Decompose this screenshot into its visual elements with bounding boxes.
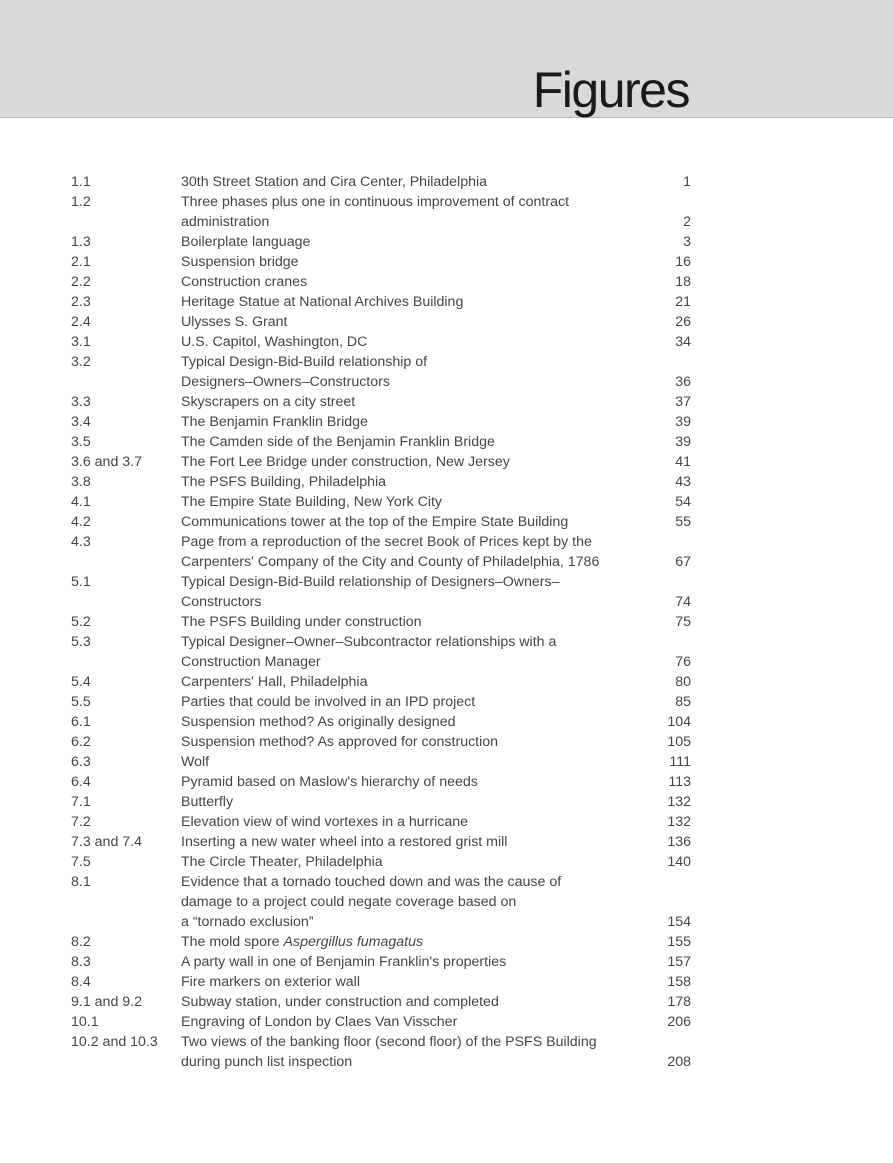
header-band — [0, 0, 893, 118]
figure-caption — [181, 252, 631, 272]
figure-row — [71, 192, 691, 232]
figure-caption — [181, 312, 631, 332]
figure-caption — [181, 192, 631, 232]
figure-number: 4.1 — [71, 494, 91, 510]
figure-page-number: 157 — [667, 954, 691, 970]
figure-row — [71, 992, 691, 1012]
figure-caption — [181, 472, 631, 492]
figure-number: 8.1 — [71, 874, 91, 890]
figure-caption — [181, 292, 631, 312]
figure-number: 10.1 — [71, 1014, 99, 1030]
figure-page-number: 111 — [669, 754, 691, 770]
figure-number: 3.6 and 3.7 — [71, 454, 142, 470]
figure-caption-text: Wolf — [181, 754, 210, 770]
figure-page-number: 54 — [675, 494, 691, 510]
figure-number: 5.2 — [71, 614, 91, 630]
figure-caption-text: Three phases plus one in continuous improvement of contract administration — [181, 194, 570, 230]
figure-page-number: 132 — [667, 794, 691, 810]
figure-row — [71, 432, 691, 452]
figure-page-number: 155 — [667, 934, 691, 950]
figure-caption — [181, 492, 631, 512]
figure-number: 3.5 — [71, 434, 91, 450]
figure-caption — [181, 452, 631, 472]
figure-page-number: 154 — [667, 914, 691, 930]
figure-page-number: 41 — [675, 454, 691, 470]
figure-caption — [181, 1032, 631, 1072]
figure-caption-text: Fire markers on exterior wall — [181, 974, 360, 990]
figure-caption — [181, 952, 631, 972]
figure-caption-italic: Aspergillus fumagatus — [283, 934, 424, 950]
figure-list — [71, 172, 691, 1072]
figure-page-number: 16 — [675, 254, 691, 270]
figure-page-number: 178 — [667, 994, 691, 1010]
figure-row — [71, 772, 691, 792]
figure-number: 1.1 — [71, 174, 91, 190]
figure-number: 3.2 — [71, 354, 91, 370]
figure-page-number: 67 — [675, 554, 691, 570]
figure-caption — [181, 872, 631, 932]
figure-row — [71, 572, 691, 612]
figure-number: 2.4 — [71, 314, 91, 330]
figure-row — [71, 672, 691, 692]
figure-caption — [181, 792, 631, 812]
figure-number: 6.1 — [71, 714, 91, 730]
figure-caption-text: Suspension bridge — [181, 254, 299, 270]
figure-page-number: 34 — [675, 334, 691, 350]
figure-caption — [181, 572, 631, 612]
figure-row — [71, 872, 691, 932]
figure-number: 4.3 — [71, 534, 91, 550]
figure-caption-text: Inserting a new water wheel into a restored grist mill — [181, 834, 508, 850]
figure-page-number: 140 — [667, 854, 691, 870]
figure-row — [71, 272, 691, 292]
figure-caption-text: Butterfly — [181, 794, 234, 810]
figure-number: 6.3 — [71, 754, 91, 770]
figure-caption — [181, 672, 631, 692]
figure-caption — [181, 992, 631, 1012]
figure-number: 6.2 — [71, 734, 91, 750]
figure-caption-text: Skyscrapers on a city street — [181, 394, 356, 410]
figure-caption-text: Pyramid based on Maslow's hierarchy of needs — [181, 774, 478, 790]
figure-page-number: 21 — [675, 294, 691, 310]
figure-row — [71, 312, 691, 332]
figure-row — [71, 452, 691, 472]
figure-number: 3.4 — [71, 414, 91, 430]
figure-caption-text: The PSFS Building under construction — [181, 614, 422, 630]
figure-row — [71, 172, 691, 192]
figure-row — [71, 832, 691, 852]
figure-page-number: 3 — [683, 234, 691, 250]
figure-caption — [181, 332, 631, 352]
figure-caption — [181, 392, 631, 412]
figure-number: 3.8 — [71, 474, 91, 490]
page-title: Figures — [532, 62, 689, 118]
figure-caption-text: The Camden side of the Benjamin Franklin Bridge — [181, 434, 495, 450]
figure-number: 1.2 — [71, 194, 91, 210]
figure-row — [71, 852, 691, 872]
figure-page-number: 39 — [675, 434, 691, 450]
figure-row — [71, 792, 691, 812]
figure-number: 8.2 — [71, 934, 91, 950]
figure-number: 10.2 and 10.3 — [71, 1034, 158, 1050]
figure-caption — [181, 232, 631, 252]
figure-caption-text: Elevation view of wind vortexes in a hurricane — [181, 814, 469, 830]
figure-caption-text: Two views of the banking floor (second floor) of the PSFS Building during punch list inspection — [181, 1034, 597, 1070]
figure-row — [71, 692, 691, 712]
figure-number: 2.2 — [71, 274, 91, 290]
figure-row — [71, 972, 691, 992]
figure-row — [71, 392, 691, 412]
figure-caption — [181, 632, 631, 672]
figure-row — [71, 232, 691, 252]
figure-row — [71, 412, 691, 432]
figure-number: 5.4 — [71, 674, 91, 690]
figure-page-number: 158 — [667, 974, 691, 990]
figure-caption-text: Evidence that a tornado touched down and was the cause of damage to a project could negate coverage based on a “tornado exclusion” — [181, 874, 562, 930]
figure-page-number: 208 — [667, 1054, 691, 1070]
figure-caption-text: 30th Street Station and Cira Center, Philadelphia — [181, 174, 488, 190]
figure-page-number: 43 — [675, 474, 691, 490]
figure-page-number: 136 — [667, 834, 691, 850]
figure-caption — [181, 712, 631, 732]
figure-caption-text: Typical Design-Bid-Build relationship of Designers–Owners–Constructors — [181, 354, 428, 390]
figure-caption — [181, 752, 631, 772]
figure-caption-text: The mold spore — [181, 934, 284, 950]
figure-row — [71, 512, 691, 532]
figure-caption-text: The Fort Lee Bridge under construction, New Jersey — [181, 454, 510, 470]
figure-caption-text: Ulysses S. Grant — [181, 314, 288, 330]
figure-caption-text: Engraving of London by Claes Van Visscher — [181, 1014, 458, 1030]
figure-page-number: 132 — [667, 814, 691, 830]
figure-row — [71, 732, 691, 752]
figure-caption-text: U.S. Capitol, Washington, DC — [181, 334, 368, 350]
figure-caption — [181, 812, 631, 832]
figure-caption-text: Suspension method? As approved for construction — [181, 734, 499, 750]
figure-row — [71, 332, 691, 352]
figure-page-number: 85 — [675, 694, 691, 710]
figure-caption-text: The Empire State Building, New York City — [181, 494, 443, 510]
figure-page-number: 105 — [667, 734, 691, 750]
figure-page-number: 37 — [675, 394, 691, 410]
figure-page-number: 26 — [675, 314, 691, 330]
figure-number: 1.3 — [71, 234, 91, 250]
figure-caption — [181, 612, 631, 632]
figure-page-number: 18 — [675, 274, 691, 290]
figure-caption-text: The PSFS Building, Philadelphia — [181, 474, 387, 490]
figure-caption — [181, 732, 631, 752]
figure-row — [71, 492, 691, 512]
figure-row — [71, 632, 691, 672]
figure-caption-text: Suspension method? As originally designed — [181, 714, 456, 730]
figure-page-number: 113 — [668, 774, 691, 790]
figure-page-number: 74 — [675, 594, 691, 610]
figure-page-number: 39 — [675, 414, 691, 430]
figure-caption-text: The Circle Theater, Philadelphia — [181, 854, 383, 870]
figure-caption — [181, 272, 631, 292]
figure-caption — [181, 832, 631, 852]
figure-row — [71, 932, 691, 952]
figure-caption — [181, 532, 631, 572]
figure-page-number: 206 — [667, 1014, 691, 1030]
figure-page-number: 55 — [675, 514, 691, 530]
figure-number: 3.3 — [71, 394, 91, 410]
figure-caption-text: The Benjamin Franklin Bridge — [181, 414, 368, 430]
figure-page-number: 80 — [675, 674, 691, 690]
figure-caption — [181, 432, 631, 452]
figure-row — [71, 612, 691, 632]
figure-page-number: 104 — [667, 714, 691, 730]
figure-caption — [181, 1012, 631, 1032]
figure-caption — [181, 972, 631, 992]
figure-caption-text: Boilerplate language — [181, 234, 311, 250]
figure-number: 5.3 — [71, 634, 91, 650]
figure-row — [71, 952, 691, 972]
figure-number: 6.4 — [71, 774, 91, 790]
figure-caption — [181, 932, 631, 952]
figure-row — [71, 812, 691, 832]
figure-row — [71, 352, 691, 392]
figure-page-number: 1 — [683, 174, 691, 190]
figure-number: 8.3 — [71, 954, 91, 970]
figure-caption — [181, 772, 631, 792]
figure-caption — [181, 852, 631, 872]
figure-row — [71, 1032, 691, 1072]
figure-caption — [181, 512, 631, 532]
figure-caption-text: Subway station, under construction and completed — [181, 994, 499, 1010]
figure-number: 7.5 — [71, 854, 91, 870]
figure-row — [71, 712, 691, 732]
figure-caption-text: Construction cranes — [181, 274, 308, 290]
figure-number: 7.2 — [71, 814, 91, 830]
figure-number: 7.1 — [71, 794, 91, 810]
figure-page-number: 76 — [675, 654, 691, 670]
figure-caption — [181, 172, 631, 192]
figure-caption — [181, 692, 631, 712]
figure-caption — [181, 412, 631, 432]
figure-row — [71, 1012, 691, 1032]
figure-number: 9.1 and 9.2 — [71, 994, 142, 1010]
figure-caption — [181, 352, 631, 392]
figure-number: 4.2 — [71, 514, 91, 530]
figure-page-number: 36 — [675, 374, 691, 390]
figure-caption-text: Typical Designer–Owner–Subcontractor relationships with a Construction Manager — [181, 634, 557, 670]
figure-caption-text: Communications tower at the top of the Empire State Building — [181, 514, 569, 530]
figure-number: 8.4 — [71, 974, 91, 990]
figure-caption-text: Page from a reproduction of the secret Book of Prices kept by the Carpenters' Company of the City and County of Philadelphia, 1786 — [181, 534, 600, 570]
figure-caption-text: Carpenters' Hall, Philadelphia — [181, 674, 368, 690]
figure-row — [71, 752, 691, 772]
figure-number: 2.3 — [71, 294, 91, 310]
figure-row — [71, 292, 691, 312]
figure-page-number: 75 — [675, 614, 691, 630]
figure-number: 5.1 — [71, 574, 91, 590]
figure-number: 2.1 — [71, 254, 91, 270]
figure-caption-text: Heritage Statue at National Archives Building — [181, 294, 464, 310]
figure-page-number: 2 — [683, 214, 691, 230]
figure-number: 3.1 — [71, 334, 91, 350]
figure-caption-text: Parties that could be involved in an IPD project — [181, 694, 476, 710]
figure-row — [71, 252, 691, 272]
figure-number: 7.3 and 7.4 — [71, 834, 142, 850]
figure-row — [71, 472, 691, 492]
figure-caption-text: Typical Design-Bid-Build relationship of Designers–Owners– Constructors — [181, 574, 560, 610]
figure-caption-text: A party wall in one of Benjamin Franklin's properties — [181, 954, 507, 970]
figure-number: 5.5 — [71, 694, 91, 710]
figure-row — [71, 532, 691, 572]
